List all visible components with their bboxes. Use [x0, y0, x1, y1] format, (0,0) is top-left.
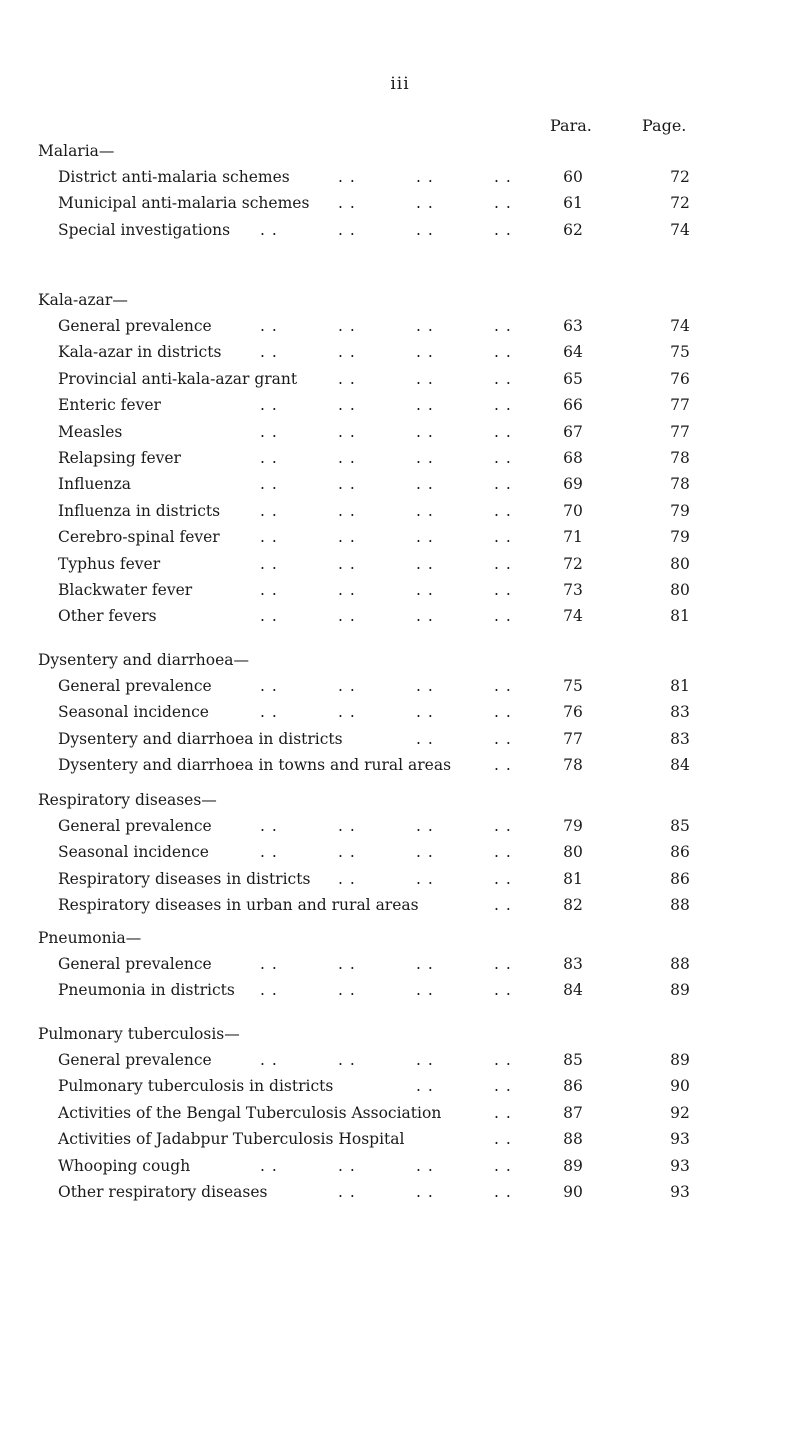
entry-page: 76 [670, 369, 690, 388]
index-entry [0, 551, 800, 577]
leader-dots: . . [494, 475, 512, 494]
entry-label: Enteric fever [58, 396, 161, 415]
entry-page: 78 [670, 475, 690, 494]
entry-para: 64 [563, 343, 583, 362]
entry-page: 75 [670, 343, 690, 362]
leader-dots: . . [338, 677, 356, 695]
entry-page: 80 [670, 554, 690, 573]
leader-dots: . . [260, 1156, 278, 1175]
entry-page: 92 [670, 1103, 690, 1122]
entry-page: 93 [670, 1130, 690, 1149]
section-heading: Respiratory diseases— [38, 791, 217, 809]
entry-page: 84 [670, 756, 690, 775]
leader-dots: . . [494, 449, 512, 467]
entry-para: 77 [563, 729, 583, 748]
index-entry [0, 726, 800, 752]
entry-label: General prevalence [58, 817, 212, 835]
entry-para: 86 [563, 1077, 583, 1096]
leader-dots: . . [494, 1183, 512, 1201]
entry-page: 72 [670, 168, 690, 186]
entry-para: 63 [563, 317, 583, 335]
leader-dots: . . [494, 896, 512, 915]
index-entry [0, 699, 800, 725]
index-entry [0, 839, 800, 865]
entry-para: 61 [563, 194, 583, 213]
entry-para: 84 [563, 981, 583, 1000]
leader-dots: . . [338, 607, 356, 626]
section-heading: Malaria— [38, 142, 115, 160]
leader-dots: . . [338, 220, 356, 239]
entry-page: 72 [670, 194, 690, 213]
leader-dots: . . [494, 501, 512, 520]
entry-label: Dysentery and diarrhoea in towns and rural areas [58, 756, 452, 775]
entry-para: 79 [563, 817, 583, 835]
leader-dots: . . [260, 396, 278, 415]
entry-label: General prevalence [58, 677, 212, 695]
leader-dots: . . [260, 554, 278, 573]
entry-page: 83 [670, 729, 690, 748]
entry-para: 73 [563, 581, 583, 599]
leader-dots: . . [260, 817, 278, 835]
entry-page: 74 [670, 317, 690, 335]
entry-page: 86 [670, 869, 690, 888]
leader-dots: . . [260, 449, 278, 467]
leader-dots: . . [338, 528, 356, 547]
entry-label: Kala-azar in districts [58, 343, 222, 362]
index-entry [0, 977, 800, 1003]
index-entry [0, 339, 800, 365]
leader-dots: . . [260, 475, 278, 494]
entry-label: Provincial anti-kala-azar grant [58, 369, 298, 388]
entry-label: General prevalence [58, 955, 212, 973]
leader-dots: . . [494, 955, 512, 973]
leader-dots: . . [338, 168, 356, 186]
entry-page: 74 [670, 220, 690, 239]
leader-dots: . . [260, 422, 278, 441]
index-entry [0, 419, 800, 445]
leader-dots: . . [260, 220, 278, 239]
leader-dots: . . [260, 528, 278, 547]
entry-label: Whooping cough [58, 1156, 191, 1175]
leader-dots: . . [416, 554, 434, 573]
entry-page: 78 [670, 449, 690, 467]
index-entry [0, 498, 800, 524]
leader-dots: . . [416, 396, 434, 415]
index-entry [0, 313, 800, 339]
leader-dots: . . [494, 729, 512, 748]
leader-dots: . . [338, 955, 356, 973]
entry-label: Respiratory diseases in urban and rural areas [58, 896, 419, 915]
index-entry [0, 866, 800, 892]
leader-dots: . . [416, 1051, 434, 1069]
leader-dots: . . [416, 501, 434, 520]
leader-dots: . . [416, 607, 434, 626]
entry-page: 89 [670, 1051, 690, 1069]
entry-page: 80 [670, 581, 690, 599]
leader-dots: . . [494, 756, 512, 775]
entry-label: Other respiratory diseases [58, 1183, 268, 1201]
entry-para: 81 [563, 869, 583, 888]
entry-label: Activities of Jadabpur Tuberculosis Hospital [58, 1130, 405, 1149]
leader-dots: . . [494, 981, 512, 1000]
leader-dots: . . [260, 843, 278, 862]
leader-dots: . . [416, 955, 434, 973]
entry-page: 90 [670, 1077, 690, 1096]
entry-page: 93 [670, 1183, 690, 1201]
leader-dots: . . [494, 869, 512, 888]
entry-para: 60 [563, 168, 583, 186]
leader-dots: . . [260, 703, 278, 722]
leader-dots: . . [260, 1051, 278, 1069]
leader-dots: . . [494, 396, 512, 415]
leader-dots: . . [494, 843, 512, 862]
index-entry [0, 366, 800, 392]
leader-dots: . . [494, 194, 512, 213]
leader-dots: . . [260, 981, 278, 1000]
leader-dots: . . [338, 869, 356, 888]
leader-dots: . . [260, 501, 278, 520]
entry-label: Cerebro-spinal fever [58, 528, 220, 547]
entry-page: 89 [670, 981, 690, 1000]
entry-para: 76 [563, 703, 583, 722]
entry-para: 72 [563, 554, 583, 573]
leader-dots: . . [494, 317, 512, 335]
leader-dots: . . [338, 981, 356, 1000]
entry-label: General prevalence [58, 1051, 212, 1069]
section-heading: Dysentery and diarrhoea— [38, 651, 250, 669]
leader-dots: . . [494, 703, 512, 722]
entry-para: 82 [563, 896, 583, 915]
section-heading: Pulmonary tuberculosis— [38, 1025, 240, 1043]
index-entry [0, 217, 800, 243]
section-heading: Kala-azar— [38, 291, 128, 309]
entry-para: 78 [563, 756, 583, 775]
entry-label: General prevalence [58, 317, 212, 335]
entry-para: 74 [563, 607, 583, 626]
index-entry [0, 190, 800, 216]
index-entry [0, 1126, 800, 1152]
leader-dots: . . [494, 1156, 512, 1175]
leader-dots: . . [338, 317, 356, 335]
leader-dots: . . [494, 607, 512, 626]
leader-dots: . . [416, 729, 434, 748]
entry-para: 70 [563, 501, 583, 520]
entry-label: Blackwater fever [58, 581, 193, 599]
entry-para: 69 [563, 475, 583, 494]
entry-para: 85 [563, 1051, 583, 1069]
leader-dots: . . [494, 1103, 512, 1122]
leader-dots: . . [416, 449, 434, 467]
leader-dots: . . [416, 869, 434, 888]
leader-dots: . . [338, 1051, 356, 1069]
index-entry [0, 1047, 800, 1073]
leader-dots: . . [416, 528, 434, 547]
leader-dots: . . [260, 581, 278, 599]
leader-dots: . . [338, 1156, 356, 1175]
leader-dots: . . [416, 220, 434, 239]
leader-dots: . . [494, 1130, 512, 1149]
leader-dots: . . [494, 677, 512, 695]
leader-dots: . . [494, 422, 512, 441]
leader-dots: . . [494, 343, 512, 362]
index-entry [0, 603, 800, 629]
leader-dots: . . [416, 317, 434, 335]
leader-dots: . . [260, 343, 278, 362]
leader-dots: . . [338, 1183, 356, 1201]
index-entry [0, 471, 800, 497]
entry-label: Seasonal incidence [58, 843, 209, 862]
entry-page: 86 [670, 843, 690, 862]
leader-dots: . . [338, 703, 356, 722]
entry-page: 88 [670, 896, 690, 915]
index-entry [0, 673, 800, 699]
entry-page: 85 [670, 817, 690, 835]
leader-dots: . . [338, 817, 356, 835]
entry-label: Pneumonia in districts [58, 981, 235, 1000]
index-entry [0, 951, 800, 977]
index-entry [0, 524, 800, 550]
entry-page: 88 [670, 955, 690, 973]
entry-page: 83 [670, 703, 690, 722]
entry-para: 90 [563, 1183, 583, 1201]
leader-dots: . . [494, 581, 512, 599]
entry-label: Measles [58, 422, 123, 441]
entry-page: 81 [670, 607, 690, 626]
leader-dots: . . [416, 1077, 434, 1096]
entry-para: 66 [563, 396, 583, 415]
leader-dots: . . [338, 449, 356, 467]
entry-para: 87 [563, 1103, 583, 1122]
entry-para: 65 [563, 369, 583, 388]
entry-label: Pulmonary tuberculosis in districts [58, 1077, 334, 1096]
entry-para: 67 [563, 422, 583, 441]
leader-dots: . . [338, 396, 356, 415]
leader-dots: . . [338, 422, 356, 441]
leader-dots: . . [338, 343, 356, 362]
leader-dots: . . [416, 194, 434, 213]
entry-para: 75 [563, 677, 583, 695]
leader-dots: . . [416, 703, 434, 722]
entry-label: Activities of the Bengal Tuberculosis Association [58, 1103, 442, 1122]
leader-dots: . . [338, 475, 356, 494]
leader-dots: . . [494, 1051, 512, 1069]
entry-label: Dysentery and diarrhoea in districts [58, 729, 343, 748]
index-entry [0, 1073, 800, 1099]
index-entry [0, 445, 800, 471]
leader-dots: . . [494, 369, 512, 388]
leader-dots: . . [494, 554, 512, 573]
entry-label: Typhus fever [58, 554, 161, 573]
index-entry [0, 813, 800, 839]
index-entry [0, 392, 800, 418]
entry-label: District anti-malaria schemes [58, 168, 290, 186]
leader-dots: . . [338, 194, 356, 213]
leader-dots: . . [416, 475, 434, 494]
entry-label: Special investigations [58, 220, 231, 239]
leader-dots: . . [416, 422, 434, 441]
leader-dots: . . [494, 817, 512, 835]
entry-label: Respiratory diseases in districts [58, 869, 311, 888]
leader-dots: . . [494, 168, 512, 186]
entry-page: 77 [670, 422, 690, 441]
leader-dots: . . [416, 677, 434, 695]
entry-para: 62 [563, 220, 583, 239]
leader-dots: . . [416, 581, 434, 599]
entry-label: Influenza [58, 475, 131, 494]
section-heading: Pneumonia— [38, 929, 142, 947]
leader-dots: . . [494, 1077, 512, 1096]
index-entry [0, 1100, 800, 1126]
page-number: iii [390, 74, 410, 94]
leader-dots: . . [416, 343, 434, 362]
entry-label: Seasonal incidence [58, 703, 209, 722]
leader-dots: . . [416, 1156, 434, 1175]
entry-page: 79 [670, 501, 690, 520]
index-entry [0, 752, 800, 778]
entry-label: Other fevers [58, 607, 157, 626]
leader-dots: . . [260, 607, 278, 626]
index-entry [0, 892, 800, 918]
entry-para: 71 [563, 528, 583, 547]
entry-label: Municipal anti-malaria schemes [58, 194, 310, 213]
entry-label: Relapsing fever [58, 449, 181, 467]
entry-para: 80 [563, 843, 583, 862]
index-entry [0, 1179, 800, 1205]
leader-dots: . . [416, 981, 434, 1000]
entry-page: 79 [670, 528, 690, 547]
leader-dots: . . [338, 581, 356, 599]
leader-dots: . . [416, 168, 434, 186]
leader-dots: . . [416, 369, 434, 388]
index-entry [0, 577, 800, 603]
page-column-header: Page. [642, 116, 687, 135]
entry-page: 81 [670, 677, 690, 695]
leader-dots: . . [338, 554, 356, 573]
entry-label: Influenza in districts [58, 501, 221, 520]
leader-dots: . . [260, 677, 278, 695]
leader-dots: . . [338, 369, 356, 388]
leader-dots: . . [494, 220, 512, 239]
entry-para: 68 [563, 449, 583, 467]
leader-dots: . . [416, 843, 434, 862]
index-entry [0, 1153, 800, 1179]
leader-dots: . . [260, 955, 278, 973]
leader-dots: . . [416, 1183, 434, 1201]
entry-para: 89 [563, 1156, 583, 1175]
para-column-header: Para. [550, 116, 592, 135]
leader-dots: . . [338, 843, 356, 862]
entry-page: 93 [670, 1156, 690, 1175]
leader-dots: . . [260, 317, 278, 335]
index-entry [0, 164, 800, 190]
entry-page: 77 [670, 396, 690, 415]
leader-dots: . . [494, 528, 512, 547]
leader-dots: . . [416, 817, 434, 835]
leader-dots: . . [338, 501, 356, 520]
entry-para: 88 [563, 1130, 583, 1149]
entry-para: 83 [563, 955, 583, 973]
